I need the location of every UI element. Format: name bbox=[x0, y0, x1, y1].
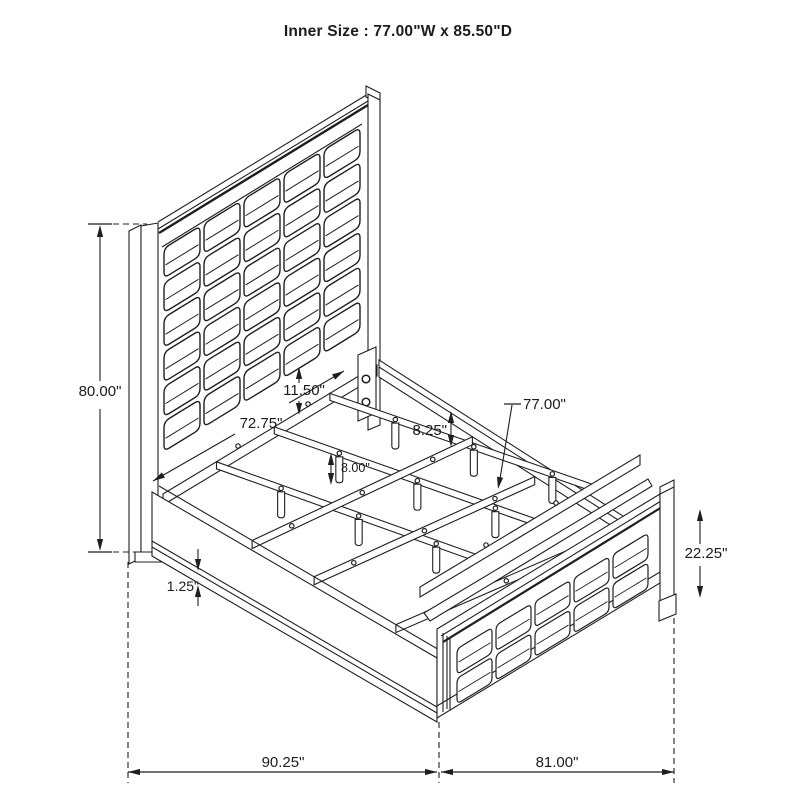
dim-panel-gap-label: 11.50" bbox=[283, 382, 325, 399]
dim-headboard-height-label: 80.00" bbox=[78, 383, 122, 400]
dim-leg-height-label: 8.00" bbox=[341, 461, 370, 475]
dim-footboard-height-label: 22.25" bbox=[684, 545, 728, 562]
bed-isometric-drawing bbox=[129, 86, 676, 722]
dim-rail-height-label: 8.25" bbox=[412, 422, 447, 439]
dim-overall-width-label: 81.00" bbox=[535, 754, 579, 771]
dim-base-trim-label: 1.25" bbox=[166, 578, 199, 594]
dim-panel-width-label: 72.75" bbox=[239, 415, 283, 432]
dim-slat-length-label: 77.00" bbox=[523, 396, 566, 413]
dim-overall-depth-label: 90.25" bbox=[261, 754, 305, 771]
inner-size-title: Inner Size : 77.00"W x 85.50"D bbox=[283, 23, 513, 40]
